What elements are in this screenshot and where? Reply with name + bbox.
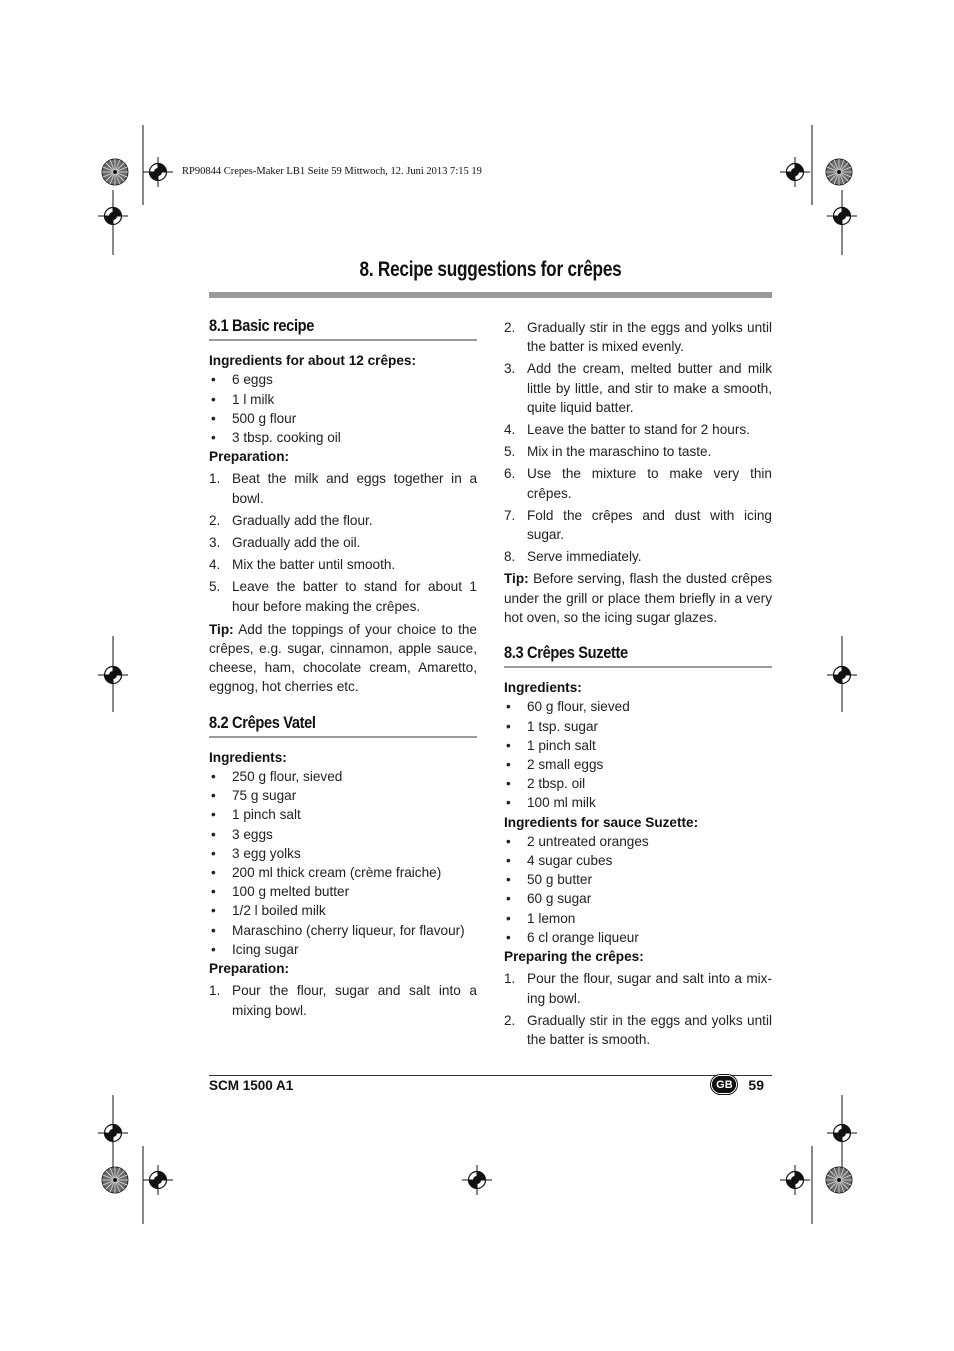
step-number: 7. xyxy=(504,507,516,523)
preparation-label: Preparation: xyxy=(209,449,290,465)
step-text: Mix in the maraschino to taste. xyxy=(527,444,712,460)
preparation-label: Preparation: xyxy=(209,961,290,977)
section-heading-basic-recipe: 8.1 Basic recipe xyxy=(209,316,477,341)
step-item xyxy=(209,981,477,1019)
step-text: Pour the flour, sugar and salt into a mix-ing bowl. xyxy=(527,971,772,1006)
step-text: Gradually add the oil. xyxy=(232,535,361,551)
sauce-ingredient-list xyxy=(504,832,772,947)
step-list xyxy=(209,981,477,1019)
step-item xyxy=(504,420,772,439)
language-badge: GB xyxy=(712,1076,736,1093)
footer-rule xyxy=(209,1075,772,1076)
tip-text: Add the toppings of your choice to the crêpes, e.g. sugar, cinnamon, apple sauce, cheese, ham, chocolate cream, Amaretto, eggnog, hot cherries etc. xyxy=(209,621,477,695)
list-item: • 250 g flour, sieved xyxy=(209,767,477,786)
step-text: Mix the batter until smooth. xyxy=(232,557,396,573)
list-item: • 3 tbsp. cooking oil xyxy=(209,428,477,447)
registration-crosshair-icon xyxy=(780,157,810,187)
step-item xyxy=(504,442,772,461)
ingredients-label: Ingredients for about 12 crêpes: xyxy=(209,353,416,369)
list-item: • 50 g butter xyxy=(504,870,772,889)
step-text: Gradually stir in the eggs and yolks until the batter is smooth. xyxy=(527,1012,772,1047)
tip-text: Before serving, flash the dusted crêpes under the grill or place them briefly in a very hot oven, so the icing sugar glazes. xyxy=(504,571,772,625)
step-number: 2. xyxy=(504,320,516,335)
step-text: Leave the batter to stand for about 1 hour before making the crêpes. xyxy=(232,579,477,614)
step-number: 3. xyxy=(504,361,516,377)
step-text: Gradually stir in the eggs and yolks until the batter is mixed evenly. xyxy=(527,320,772,355)
registration-crosshair-icon xyxy=(827,660,857,690)
step-number: 4. xyxy=(504,422,516,438)
list-item: • 1 l milk xyxy=(209,390,477,409)
color-wheel-icon xyxy=(826,159,852,185)
registration-crosshair-icon xyxy=(827,1118,857,1148)
list-item: • 200 ml thick cream (crème fraiche) xyxy=(209,863,477,882)
step-item xyxy=(209,469,477,507)
step-item xyxy=(504,318,772,356)
color-wheel-icon xyxy=(826,1167,852,1193)
step-list xyxy=(209,469,477,615)
title-rule xyxy=(209,292,772,298)
ingredients-label: Ingredients: xyxy=(209,749,287,765)
step-list xyxy=(504,969,772,1049)
list-item: • 100 ml milk xyxy=(504,793,772,812)
step-item xyxy=(504,1011,772,1049)
step-item xyxy=(504,547,772,566)
ingredient-list xyxy=(504,697,772,812)
list-item: • 60 g sugar xyxy=(504,889,772,908)
footer-model: SCM 1500 A1 xyxy=(209,1078,294,1093)
list-item: • 500 g flour xyxy=(209,409,477,428)
list-item: • Icing sugar xyxy=(209,940,477,959)
step-item xyxy=(209,555,477,574)
list-item: • 3 egg yolks xyxy=(209,844,477,863)
list-item: • 75 g sugar xyxy=(209,786,477,805)
list-item: • 100 g melted butter xyxy=(209,882,477,901)
right-column xyxy=(504,318,772,1052)
ingredient-list xyxy=(209,370,477,447)
step-number: 3. xyxy=(209,535,221,551)
step-text: Beat the milk and eggs together in a bowl. xyxy=(232,471,477,506)
list-item: • 2 tbsp. oil xyxy=(504,774,772,793)
list-item: • 1/2 l boiled milk xyxy=(209,901,477,920)
step-number: 1. xyxy=(209,983,221,999)
list-item: • 1 lemon xyxy=(504,909,772,928)
step-number: 2. xyxy=(504,1012,516,1028)
sauce-ingredients-label: Ingredients for sauce Suzette: xyxy=(504,814,699,830)
footer-right xyxy=(712,1076,764,1093)
step-number: 4. xyxy=(209,557,221,573)
step-item xyxy=(504,359,772,417)
tip-paragraph xyxy=(504,569,772,627)
step-number: 5. xyxy=(209,579,221,595)
tip-label: Tip: xyxy=(504,571,529,587)
registration-crosshair-icon xyxy=(143,157,173,187)
section-heading-crepes-suzette: 8.3 Crêpes Suzette xyxy=(504,643,772,668)
step-number: 2. xyxy=(209,512,221,528)
page-number: 59 xyxy=(748,1076,764,1093)
list-item: • 6 cl orange liqueur xyxy=(504,928,772,947)
registration-crosshair-icon xyxy=(98,1118,128,1148)
step-text: Gradually add the flour. xyxy=(232,512,373,528)
step-item xyxy=(504,506,772,544)
list-item: • 1 pinch salt xyxy=(504,736,772,755)
step-number: 8. xyxy=(504,549,516,565)
list-item: • 1 pinch salt xyxy=(209,805,477,824)
left-column xyxy=(209,316,477,1023)
registration-crosshair-icon xyxy=(98,660,128,690)
registration-crosshair-icon xyxy=(98,201,128,231)
step-item xyxy=(504,969,772,1007)
section-heading-crepes-vatel: 8.2 Crêpes Vatel xyxy=(209,713,477,738)
list-item: • 4 sugar cubes xyxy=(504,851,772,870)
preparing-label: Preparing the crêpes: xyxy=(504,949,644,965)
list-item: • 60 g flour, sieved xyxy=(504,697,772,716)
list-item: • 1 tsp. sugar xyxy=(504,717,772,736)
page-title: 8. Recipe suggestions for crêpes xyxy=(359,258,622,281)
tip-paragraph xyxy=(209,620,477,697)
step-item xyxy=(209,577,477,615)
step-text: Leave the batter to stand for 2 hours. xyxy=(527,422,750,438)
print-header: RP90844 Crepes-Maker LB1 Seite 59 Mittwoch, 12. Juni 2013 7:15 19 xyxy=(182,166,482,177)
step-number: 6. xyxy=(504,466,516,482)
list-item: • 2 small eggs xyxy=(504,755,772,774)
step-text: Serve immediately. xyxy=(527,549,642,565)
list-item: • Maraschino (cherry liqueur, for flavour) xyxy=(209,921,477,940)
step-number: 5. xyxy=(504,444,516,460)
color-wheel-icon xyxy=(102,1167,128,1193)
step-item xyxy=(504,464,772,502)
step-text: Add the cream, melted butter and milk little by little, and stir to make a smooth, quite liquid batter. xyxy=(527,361,772,415)
step-text: Use the mixture to make very thin crêpes. xyxy=(527,466,772,501)
step-number: 1. xyxy=(209,471,221,487)
registration-crosshair-icon xyxy=(827,201,857,231)
step-text: Pour the flour, sugar and salt into a mixing bowl. xyxy=(232,983,477,1018)
list-item: • 2 untreated oranges xyxy=(504,832,772,851)
step-item xyxy=(209,511,477,530)
step-number: 1. xyxy=(504,971,516,987)
registration-crosshair-icon xyxy=(780,1165,810,1195)
step-text: Fold the crêpes and dust with icing sugar. xyxy=(527,507,772,543)
ingredients-label: Ingredients: xyxy=(504,680,582,696)
ingredient-list xyxy=(209,767,477,959)
step-item xyxy=(209,533,477,552)
step-list xyxy=(504,318,772,566)
list-item: • 3 eggs xyxy=(209,825,477,844)
tip-label: Tip: xyxy=(209,621,234,637)
registration-crosshair-icon xyxy=(143,1165,173,1195)
color-wheel-icon xyxy=(102,159,128,185)
registration-crosshair-icon xyxy=(462,1165,492,1195)
list-item: • 6 eggs xyxy=(209,370,477,389)
